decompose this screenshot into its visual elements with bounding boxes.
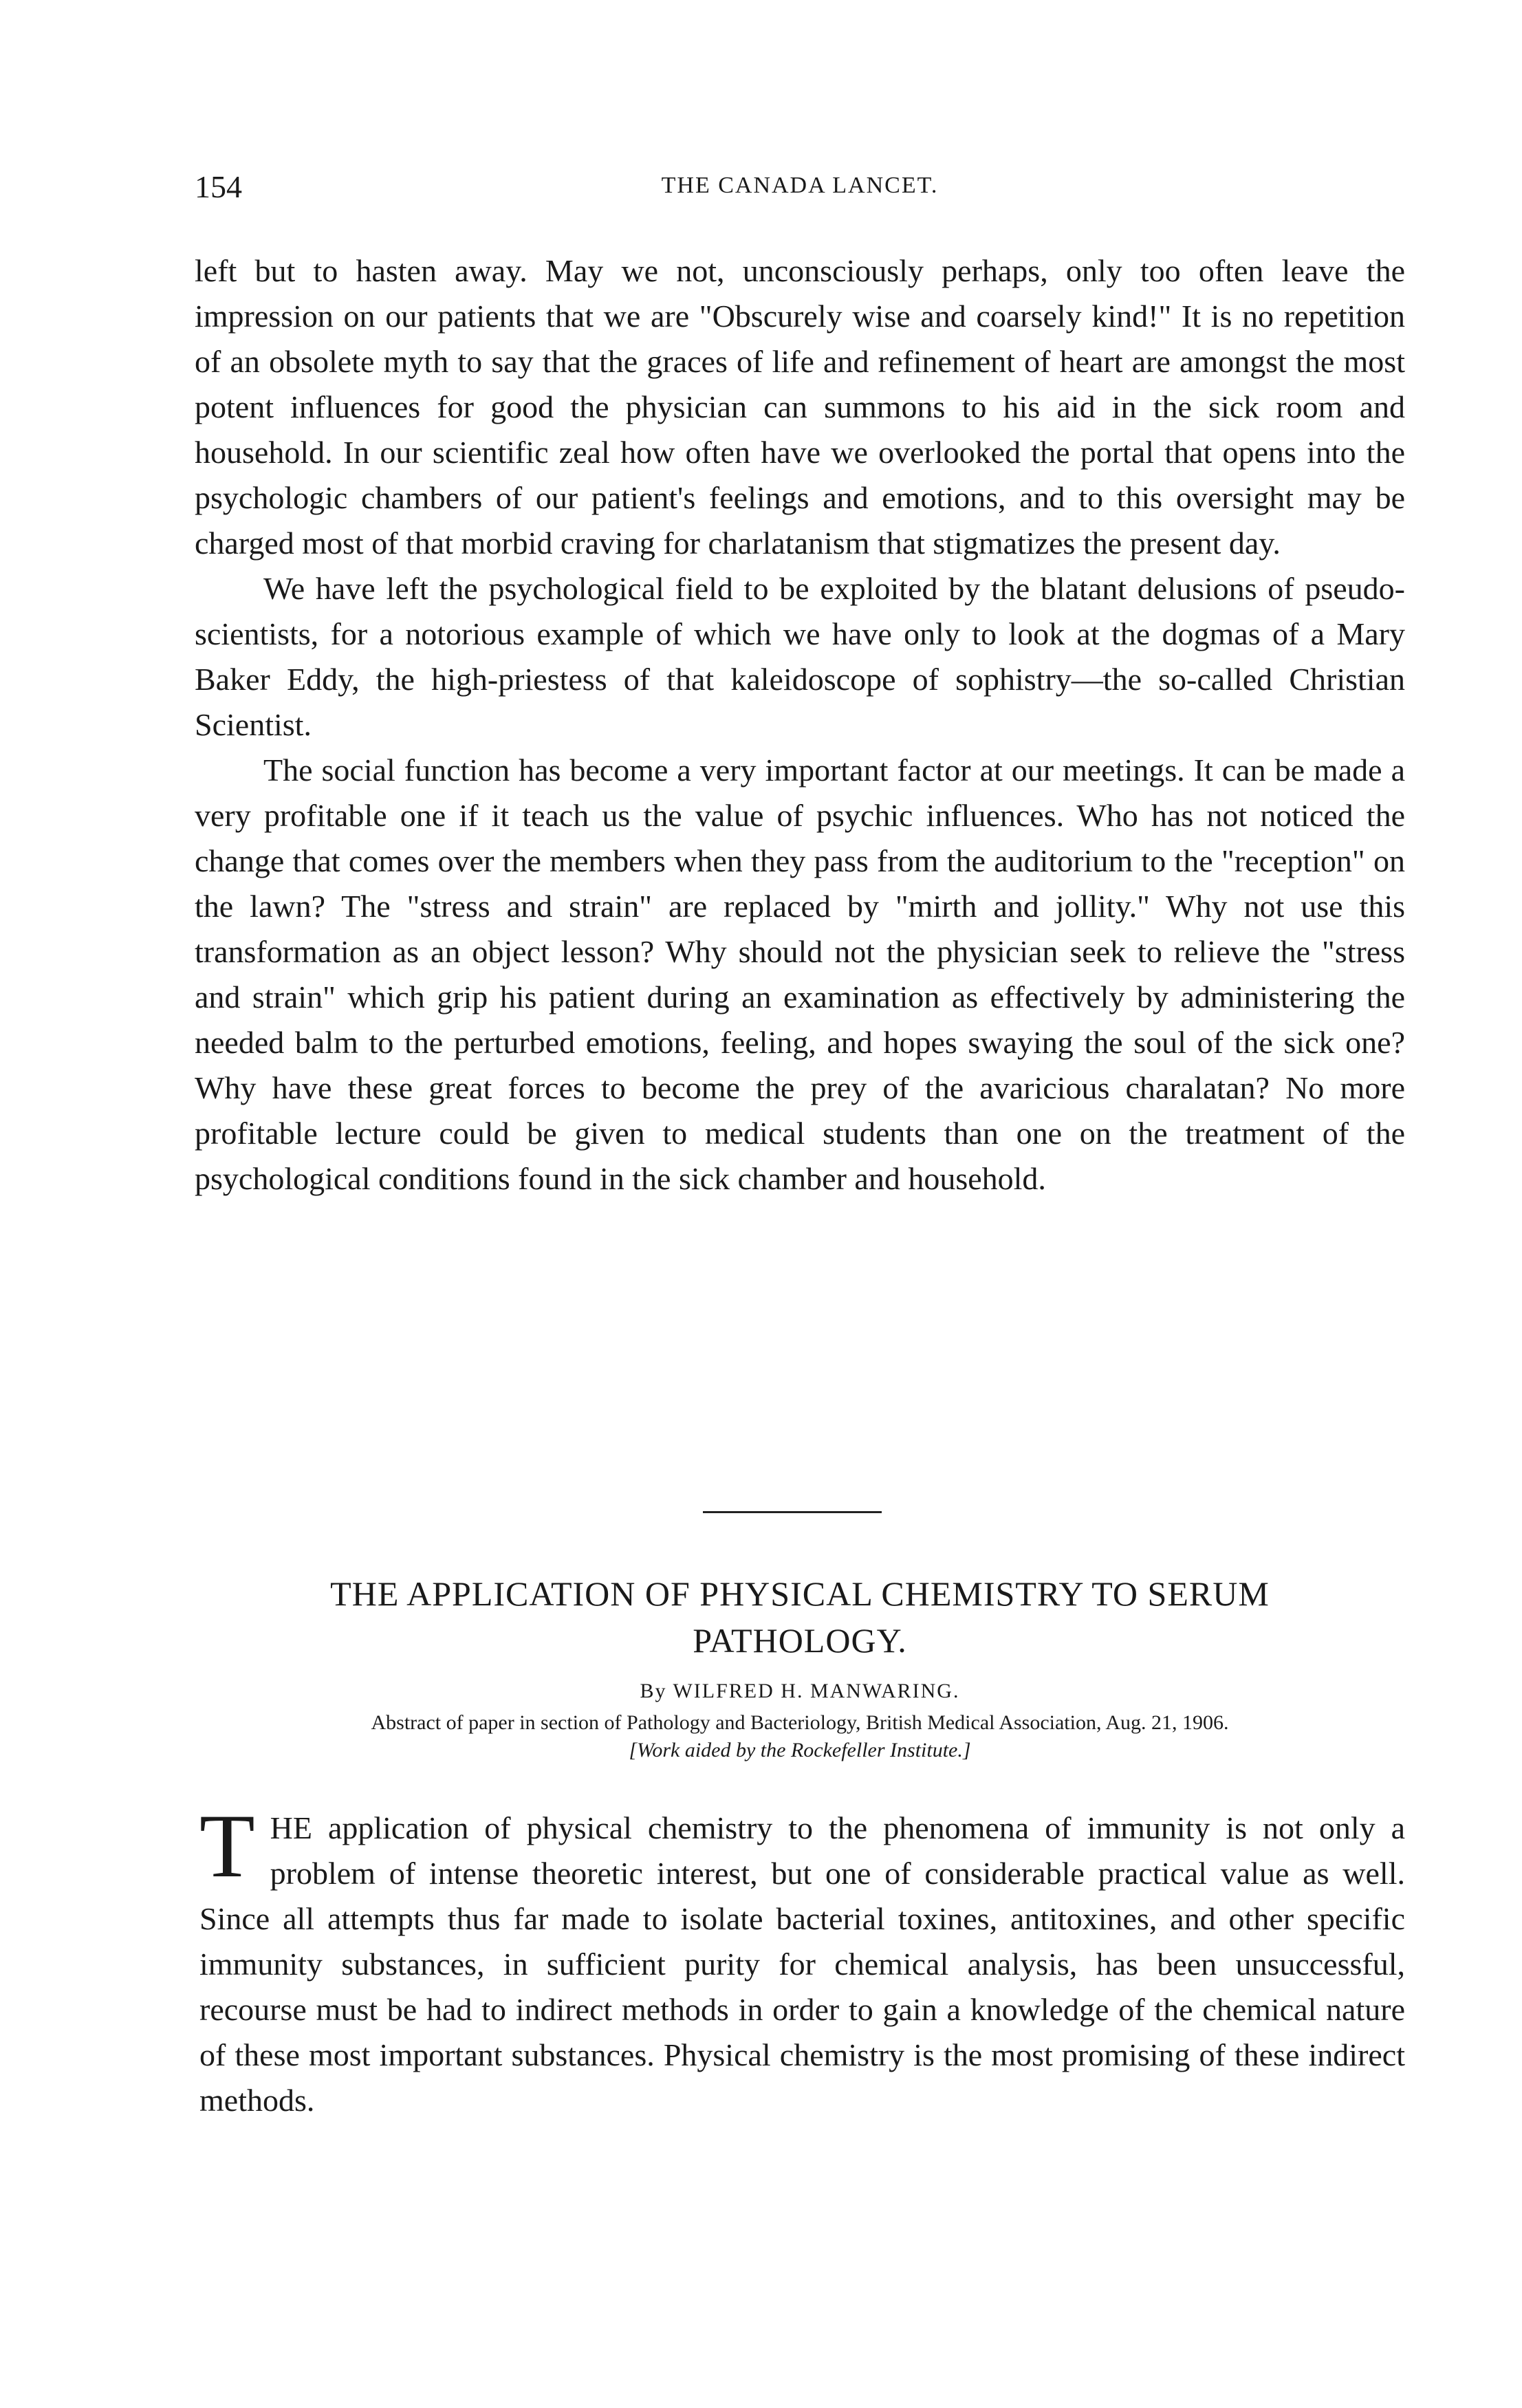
article-body	[199, 1795, 1405, 2123]
drop-cap: T	[199, 1795, 255, 1896]
author-byline: By WILFRED H. MANWARING.	[640, 1680, 960, 1702]
page-number: 154	[195, 169, 242, 204]
article-title-line-2: PATHOLOGY.	[693, 1621, 907, 1660]
continuation-paragraph-3: The social function has become a very important factor at our meetings. It can be made a very profitable one if it teach us the value of psychic influences. Who has not noticed the change that comes over the members when they pass from the auditorium to the "reception" on the lawn? The "stress and strain" are replaced by "mirth and jollity." Why not use this transformation as an object lesson? Why should not the physician seek to relieve the "stress and strain" which grip his patient during an examination as effectively by administering the needed balm to the perturbed emotions, feeling, and hopes swaying the soul of the sick one? Why have these great forces to become the prey of the avaricious charalatan? No more profitable lecture could be given to medical students than one on the treatment of the psychological conditions found in the sick chamber and household.	[195, 752, 1405, 1196]
running-head	[195, 169, 1405, 210]
article-title-line-1: THE APPLICATION OF PHYSICAL CHEMISTRY TO SERUM	[330, 1574, 1270, 1613]
work-note: [Work aided by the Rockefeller Institute.]	[629, 1739, 971, 1761]
article-body-text: HE application of physical chemistry to the phenomena of immunity is not only a problem of intense theoretic interest, but one of considerable practical value as well. Since all attempts thus far made to isolate bacterial toxines, antitoxines, and other specific immunity substances, in sufficient purity for chemical analysis, has been unsuccessful, recourse must be had to indirect methods in order to gain a knowledge of the chemical nature of these most important substances. Physical chemistry is the most promising of these indirect methods.	[199, 1810, 1405, 2118]
abstract-note: Abstract of paper in section of Pathology and Bacteriology, British Medical Association, Aug. 21, 1906.	[371, 1711, 1229, 1734]
continuation-text	[195, 248, 1405, 1202]
continuation-paragraph-1: left but to hasten away. May we not, unconsciously perhaps, only too often leave the impression on our patients that we are "Obscurely wise and coarsely kind!" It is no repetition of an obsolete myth to say that the graces of life and refinement of heart are amongst the most potent influences for good the physician can summons to his aid in the sick room and household. In our scientific zeal how often have we overlooked the portal that opens into the psychologic chambers of our patient's feelings and emotions, and to this oversight may be charged most of that morbid craving for charlatanism that stigmatizes the present day.	[195, 253, 1405, 561]
continuation-paragraph-2: We have left the psychological field to be exploited by the blatant delusions of pseudo-scientists, for a notorious example of which we have only to look at the dogmas of a Mary Baker Eddy, the high-priestess of that kaleidoscope of sophistry—the so-called Christian Scientist.	[195, 571, 1405, 742]
article-title	[195, 1570, 1405, 1664]
article-paragraph	[199, 1795, 1405, 2123]
section-divider	[703, 1511, 882, 1513]
journal-title: THE CANADA LANCET.	[661, 173, 939, 198]
